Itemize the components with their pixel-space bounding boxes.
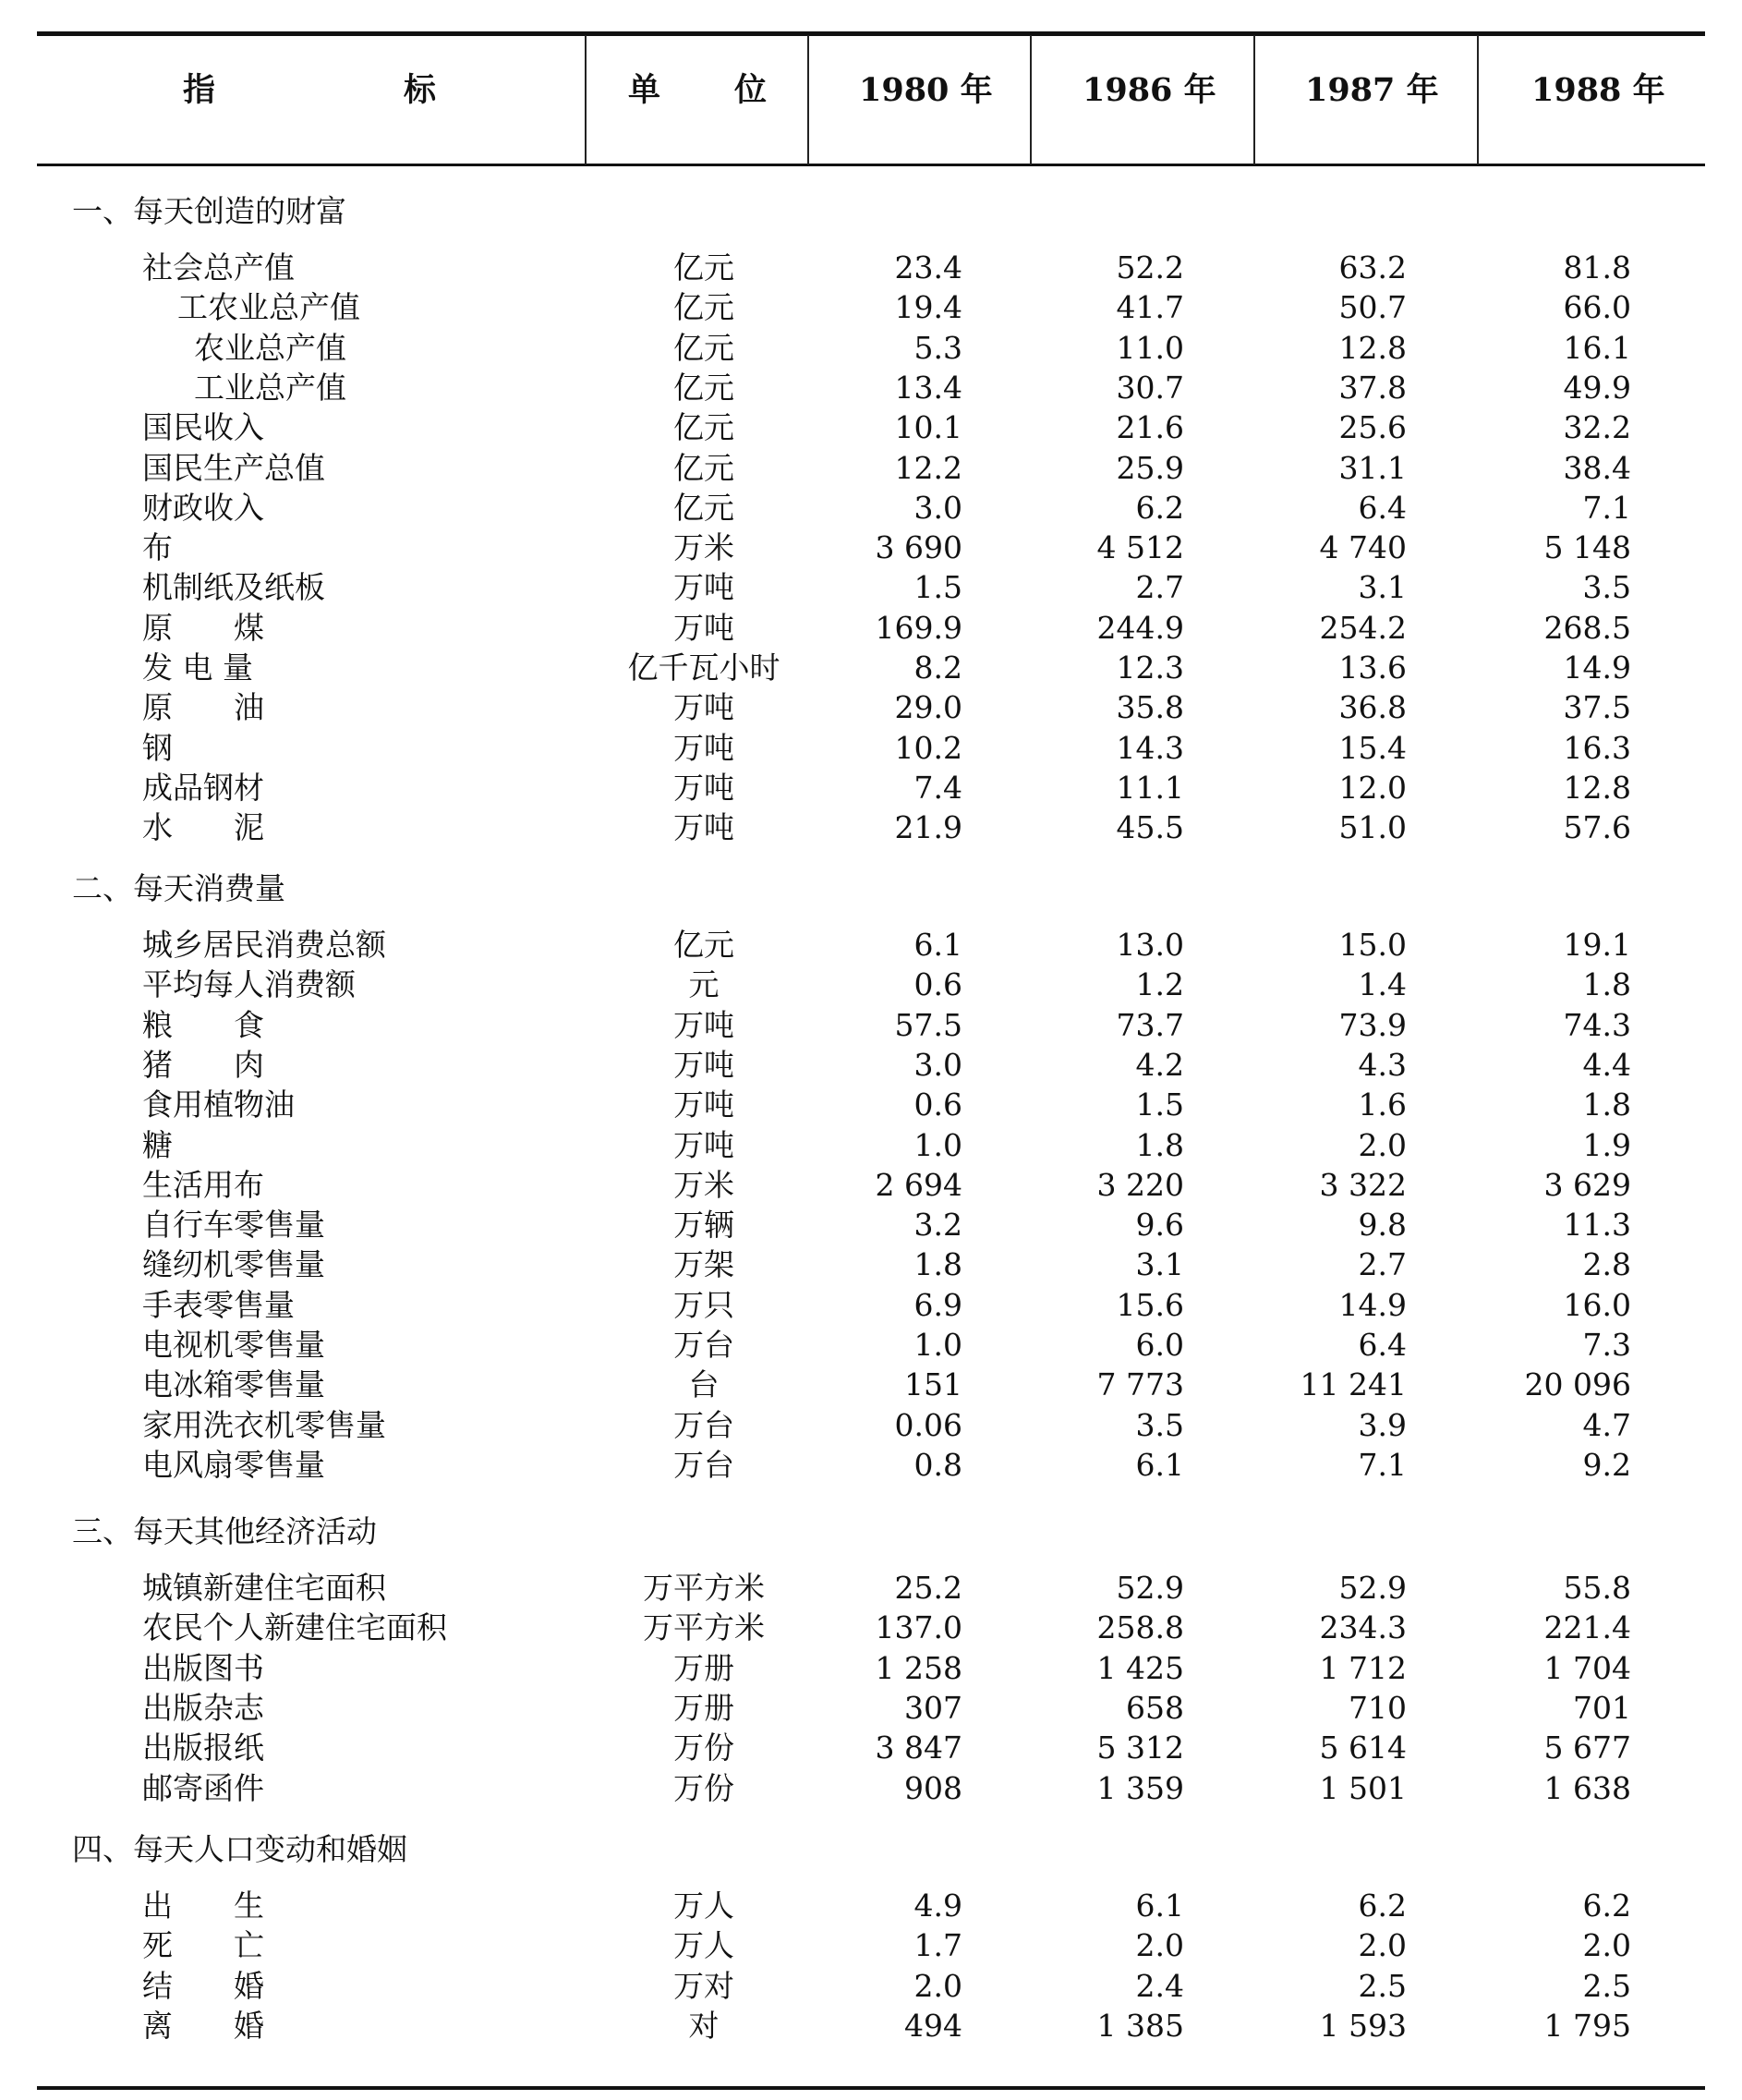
value-cell: 12.8 xyxy=(1563,769,1631,806)
value-cell: 14.3 xyxy=(1116,729,1184,766)
value-cell: 21.6 xyxy=(1116,409,1184,446)
header-divider xyxy=(807,35,809,164)
value-cell: 169.9 xyxy=(875,609,962,646)
value-cell: 1 704 xyxy=(1543,1649,1631,1686)
unit-cell: 万米 xyxy=(673,529,734,566)
value-cell: 52.9 xyxy=(1116,1570,1184,1606)
value-cell: 658 xyxy=(1126,1689,1184,1726)
value-cell: 11.1 xyxy=(1116,769,1184,806)
value-cell: 14.9 xyxy=(1338,1286,1407,1323)
table-row xyxy=(0,1768,1742,1809)
value-cell: 494 xyxy=(904,2007,962,2044)
value-cell: 3 629 xyxy=(1543,1166,1631,1203)
value-cell: 15.6 xyxy=(1116,1286,1184,1323)
unit-cell: 万吨 xyxy=(673,729,734,766)
unit-cell: 元 xyxy=(688,966,720,1003)
header-indicator-char: 指 xyxy=(183,71,216,109)
value-cell: 3.1 xyxy=(1358,569,1407,606)
value-cell: 2 694 xyxy=(875,1166,962,1203)
value-cell: 20 096 xyxy=(1524,1366,1631,1403)
value-cell: 81.8 xyxy=(1563,249,1631,285)
table-row xyxy=(0,728,1742,769)
unit-cell: 万份 xyxy=(673,1769,734,1806)
indicator-name: 出版报纸 xyxy=(142,1730,264,1766)
section-header-row xyxy=(0,191,1742,232)
value-cell: 23.4 xyxy=(894,249,962,285)
indicator-name: 电视机零售量 xyxy=(142,1327,325,1363)
value-cell: 9.2 xyxy=(1582,1446,1631,1483)
indicator-name: 电风扇零售量 xyxy=(142,1446,325,1483)
value-cell: 244.9 xyxy=(1096,609,1184,646)
value-cell: 2.8 xyxy=(1582,1246,1631,1283)
indicator-name: 机制纸及纸板 xyxy=(142,569,325,606)
value-cell: 16.1 xyxy=(1563,329,1631,366)
unit-cell: 万辆 xyxy=(673,1207,734,1244)
header-year-1980: 1980 年 xyxy=(859,71,993,109)
value-cell: 1.0 xyxy=(913,1126,962,1163)
indicator-name: 离 婚 xyxy=(142,2007,264,2044)
table-row xyxy=(0,1925,1742,1966)
table-row xyxy=(0,1005,1742,1046)
value-cell: 1 359 xyxy=(1096,1769,1184,1806)
value-cell: 701 xyxy=(1573,1689,1631,1726)
unit-cell: 亿元 xyxy=(673,489,734,526)
value-cell: 6.2 xyxy=(1135,489,1184,526)
unit-cell: 万吨 xyxy=(673,1046,734,1083)
indicator-name: 钢 xyxy=(142,729,173,766)
value-cell: 25.2 xyxy=(894,1570,962,1606)
value-cell: 7 773 xyxy=(1096,1366,1184,1403)
value-cell: 15.4 xyxy=(1338,729,1407,766)
value-cell: 11 241 xyxy=(1300,1366,1407,1403)
header-divider xyxy=(1030,35,1032,164)
indicator-name: 死 亡 xyxy=(142,1927,264,1964)
header-year-1987: 1987 年 xyxy=(1305,71,1439,109)
unit-cell: 万份 xyxy=(673,1730,734,1766)
unit-cell: 万吨 xyxy=(673,1126,734,1163)
value-cell: 258.8 xyxy=(1096,1609,1184,1646)
unit-cell: 万吨 xyxy=(673,809,734,846)
unit-cell: 万台 xyxy=(673,1446,734,1483)
value-cell: 1 501 xyxy=(1319,1769,1407,1806)
value-cell: 36.8 xyxy=(1338,689,1407,726)
value-cell: 3 690 xyxy=(875,529,962,566)
value-cell: 234.3 xyxy=(1319,1609,1407,1646)
value-cell: 0.6 xyxy=(913,1086,962,1123)
value-cell: 25.6 xyxy=(1338,409,1407,446)
value-cell: 2.7 xyxy=(1135,569,1184,606)
value-cell: 1 258 xyxy=(875,1649,962,1686)
value-cell: 6.1 xyxy=(1135,1446,1184,1483)
value-cell: 4.4 xyxy=(1582,1046,1631,1083)
value-cell: 254.2 xyxy=(1319,609,1407,646)
value-cell: 3 220 xyxy=(1096,1166,1184,1203)
value-cell: 1.8 xyxy=(1582,966,1631,1003)
value-cell: 73.7 xyxy=(1116,1006,1184,1043)
value-cell: 52.9 xyxy=(1338,1570,1407,1606)
value-cell: 1.5 xyxy=(1135,1086,1184,1123)
indicator-name: 原 油 xyxy=(142,689,264,726)
table-row xyxy=(0,1966,1742,2007)
value-cell: 3.1 xyxy=(1135,1246,1184,1283)
value-cell: 7.1 xyxy=(1358,1446,1407,1483)
value-cell: 2.0 xyxy=(1358,1927,1407,1964)
value-cell: 12.2 xyxy=(894,449,962,486)
value-cell: 1.9 xyxy=(1582,1126,1631,1163)
header-unit-char: 位 xyxy=(734,71,768,109)
table-row xyxy=(0,528,1742,568)
header-divider xyxy=(1477,35,1479,164)
value-cell: 66.0 xyxy=(1563,289,1631,326)
value-cell: 3.9 xyxy=(1358,1406,1407,1443)
section-title: 二、每天消费量 xyxy=(72,870,285,906)
indicator-name: 出版图书 xyxy=(142,1649,264,1686)
value-cell: 268.5 xyxy=(1543,609,1631,646)
value-cell: 35.8 xyxy=(1116,689,1184,726)
value-cell: 2.4 xyxy=(1135,1967,1184,2004)
unit-cell: 万台 xyxy=(673,1327,734,1363)
value-cell: 2.0 xyxy=(913,1967,962,2004)
indicator-name: 农业总产值 xyxy=(194,329,346,366)
value-cell: 6.2 xyxy=(1582,1888,1631,1924)
value-cell: 19.1 xyxy=(1563,927,1631,963)
table-row xyxy=(0,1648,1742,1689)
value-cell: 5 148 xyxy=(1543,529,1631,566)
header-bottom-rule xyxy=(37,164,1705,166)
value-cell: 1 638 xyxy=(1543,1769,1631,1806)
value-cell: 51.0 xyxy=(1338,809,1407,846)
table-row xyxy=(0,1886,1742,1926)
unit-cell: 亿元 xyxy=(673,289,734,326)
value-cell: 5 614 xyxy=(1319,1730,1407,1766)
section-title: 一、每天创造的财富 xyxy=(72,193,346,229)
value-cell: 3.0 xyxy=(913,1046,962,1083)
value-cell: 1 593 xyxy=(1319,2007,1407,2044)
table-row xyxy=(0,1728,1742,1768)
value-cell: 7.1 xyxy=(1582,489,1631,526)
table-row xyxy=(0,407,1742,448)
header-indicator-char: 标 xyxy=(404,71,437,109)
indicator-name: 原 煤 xyxy=(142,609,264,646)
table-row xyxy=(0,807,1742,848)
value-cell: 4.9 xyxy=(913,1888,962,1924)
table-row xyxy=(0,328,1742,369)
indicator-name: 缝纫机零售量 xyxy=(142,1246,325,1283)
value-cell: 12.3 xyxy=(1116,649,1184,686)
value-cell: 137.0 xyxy=(875,1609,962,1646)
value-cell: 3 322 xyxy=(1319,1166,1407,1203)
value-cell: 6.2 xyxy=(1358,1888,1407,1924)
value-cell: 3.5 xyxy=(1135,1406,1184,1443)
value-cell: 2.0 xyxy=(1358,1126,1407,1163)
indicator-name: 财政收入 xyxy=(142,489,264,526)
table-row xyxy=(0,567,1742,608)
value-cell: 55.8 xyxy=(1563,1570,1631,1606)
header-unit-char: 单 xyxy=(628,71,661,109)
value-cell: 6.4 xyxy=(1358,1327,1407,1363)
value-cell: 25.9 xyxy=(1116,449,1184,486)
value-cell: 19.4 xyxy=(894,289,962,326)
indicator-name: 结 婚 xyxy=(142,1967,264,2004)
table-bottom-rule xyxy=(37,2086,1705,2090)
table-row xyxy=(0,1045,1742,1086)
value-cell: 1 425 xyxy=(1096,1649,1184,1686)
section-title: 三、每天其他经济活动 xyxy=(72,1513,377,1549)
value-cell: 74.3 xyxy=(1563,1006,1631,1043)
value-cell: 5 312 xyxy=(1096,1730,1184,1766)
section-header-row xyxy=(0,868,1742,909)
table-row xyxy=(0,768,1742,808)
unit-cell: 万架 xyxy=(673,1246,734,1283)
value-cell: 4.7 xyxy=(1582,1406,1631,1443)
value-cell: 16.0 xyxy=(1563,1286,1631,1323)
unit-cell: 万册 xyxy=(673,1689,734,1726)
table-row xyxy=(0,687,1742,728)
indicator-name: 社会总产值 xyxy=(142,249,295,285)
value-cell: 2.7 xyxy=(1358,1246,1407,1283)
table-row xyxy=(0,1325,1742,1366)
value-cell: 29.0 xyxy=(894,689,962,726)
indicator-name: 城乡居民消费总额 xyxy=(142,927,386,963)
table-row xyxy=(0,648,1742,688)
unit-cell: 亿元 xyxy=(673,369,734,406)
table-row xyxy=(0,1085,1742,1125)
value-cell: 15.0 xyxy=(1338,927,1407,963)
indicator-name: 成品钢材 xyxy=(142,769,264,806)
unit-cell: 万吨 xyxy=(673,569,734,606)
table-row xyxy=(0,1205,1742,1245)
value-cell: 37.8 xyxy=(1338,369,1407,406)
unit-cell: 台 xyxy=(688,1366,720,1403)
value-cell: 3.0 xyxy=(913,489,962,526)
value-cell: 151 xyxy=(904,1366,962,1403)
value-cell: 11.0 xyxy=(1116,329,1184,366)
value-cell: 1.2 xyxy=(1135,966,1184,1003)
value-cell: 4 512 xyxy=(1096,529,1184,566)
value-cell: 11.3 xyxy=(1563,1207,1631,1244)
value-cell: 52.2 xyxy=(1116,249,1184,285)
value-cell: 12.8 xyxy=(1338,329,1407,366)
value-cell: 13.0 xyxy=(1116,927,1184,963)
value-cell: 307 xyxy=(904,1689,962,1726)
unit-cell: 万人 xyxy=(673,1888,734,1924)
value-cell: 3.2 xyxy=(913,1207,962,1244)
table-row xyxy=(0,368,1742,408)
indicator-name: 国民收入 xyxy=(142,409,264,446)
value-cell: 1.7 xyxy=(913,1927,962,1964)
value-cell: 14.9 xyxy=(1563,649,1631,686)
value-cell: 10.2 xyxy=(894,729,962,766)
indicator-name: 工业总产值 xyxy=(194,369,346,406)
value-cell: 5 677 xyxy=(1543,1730,1631,1766)
value-cell: 221.4 xyxy=(1543,1609,1631,1646)
value-cell: 8.2 xyxy=(913,649,962,686)
indicator-name: 猪 肉 xyxy=(142,1046,264,1083)
value-cell: 1.8 xyxy=(1582,1086,1631,1123)
value-cell: 38.4 xyxy=(1563,449,1631,486)
unit-cell: 万平方米 xyxy=(643,1570,765,1606)
value-cell: 0.06 xyxy=(894,1406,962,1443)
indicator-name: 水 泥 xyxy=(142,809,264,846)
indicator-name: 农民个人新建住宅面积 xyxy=(142,1609,447,1646)
unit-cell: 万吨 xyxy=(673,1006,734,1043)
unit-cell: 亿千瓦小时 xyxy=(627,649,780,686)
indicator-name: 城镇新建住宅面积 xyxy=(142,1570,386,1606)
value-cell: 0.8 xyxy=(913,1446,962,1483)
indicator-name: 国民生产总值 xyxy=(142,449,325,486)
value-cell: 30.7 xyxy=(1116,369,1184,406)
table-row xyxy=(0,488,1742,528)
unit-cell: 万只 xyxy=(673,1286,734,1323)
value-cell: 7.3 xyxy=(1582,1327,1631,1363)
unit-cell: 亿元 xyxy=(673,449,734,486)
table-row xyxy=(0,965,1742,1005)
unit-cell: 亿元 xyxy=(673,927,734,963)
indicator-name: 发 电 量 xyxy=(142,649,253,686)
unit-cell: 万人 xyxy=(673,1927,734,1964)
value-cell: 1.8 xyxy=(1135,1126,1184,1163)
value-cell: 1.5 xyxy=(913,569,962,606)
value-cell: 9.6 xyxy=(1135,1207,1184,1244)
indicator-name: 糖 xyxy=(142,1126,173,1163)
value-cell: 6.1 xyxy=(1135,1888,1184,1924)
table-row xyxy=(0,1244,1742,1285)
value-cell: 6.9 xyxy=(913,1286,962,1323)
value-cell: 2.5 xyxy=(1582,1967,1631,2004)
indicator-name: 出版杂志 xyxy=(142,1689,264,1726)
table-row xyxy=(0,1688,1742,1729)
value-cell: 7.4 xyxy=(913,769,962,806)
value-cell: 63.2 xyxy=(1338,249,1407,285)
value-cell: 2.5 xyxy=(1358,1967,1407,2004)
unit-cell: 万册 xyxy=(673,1649,734,1686)
value-cell: 57.5 xyxy=(894,1006,962,1043)
unit-cell: 万吨 xyxy=(673,689,734,726)
unit-cell: 万吨 xyxy=(673,1086,734,1123)
value-cell: 2.0 xyxy=(1135,1927,1184,1964)
value-cell: 45.5 xyxy=(1116,809,1184,846)
value-cell: 4.3 xyxy=(1358,1046,1407,1083)
table-row xyxy=(0,1568,1742,1608)
value-cell: 1.0 xyxy=(913,1327,962,1363)
value-cell: 9.8 xyxy=(1358,1207,1407,1244)
value-cell: 710 xyxy=(1349,1689,1407,1726)
indicator-name: 粮 食 xyxy=(142,1006,264,1043)
table-row xyxy=(0,287,1742,328)
table-row xyxy=(0,248,1742,288)
unit-cell: 万对 xyxy=(673,1967,734,2004)
value-cell: 1.6 xyxy=(1358,1086,1407,1123)
header-year-1986: 1986 年 xyxy=(1083,71,1216,109)
section-title: 四、每天人口变动和婚姻 xyxy=(72,1831,407,1867)
value-cell: 16.3 xyxy=(1563,729,1631,766)
unit-cell: 万吨 xyxy=(673,769,734,806)
unit-cell: 万平方米 xyxy=(643,1609,765,1646)
value-cell: 1.4 xyxy=(1358,966,1407,1003)
table-row xyxy=(0,608,1742,649)
table-top-rule xyxy=(37,31,1705,36)
header-divider xyxy=(1253,35,1255,164)
value-cell: 6.0 xyxy=(1135,1327,1184,1363)
value-cell: 57.6 xyxy=(1563,809,1631,846)
value-cell: 13.4 xyxy=(894,369,962,406)
unit-cell: 万台 xyxy=(673,1406,734,1443)
value-cell: 31.1 xyxy=(1338,449,1407,486)
value-cell: 6.4 xyxy=(1358,489,1407,526)
indicator-name: 食用植物油 xyxy=(142,1086,295,1123)
value-cell: 50.7 xyxy=(1338,289,1407,326)
value-cell: 73.9 xyxy=(1338,1006,1407,1043)
unit-cell: 万米 xyxy=(673,1166,734,1203)
table-row xyxy=(0,1365,1742,1405)
value-cell: 41.7 xyxy=(1116,289,1184,326)
unit-cell: 亿元 xyxy=(673,409,734,446)
value-cell: 2.0 xyxy=(1582,1927,1631,1964)
indicator-name: 布 xyxy=(142,529,173,566)
table-row xyxy=(0,1445,1742,1486)
header-year-1988: 1988 年 xyxy=(1531,71,1665,109)
header-divider xyxy=(585,35,587,164)
indicator-name: 电冰箱零售量 xyxy=(142,1366,325,1403)
table-row xyxy=(0,1285,1742,1326)
value-cell: 1 712 xyxy=(1319,1649,1407,1686)
section-header-row xyxy=(0,1511,1742,1552)
value-cell: 6.1 xyxy=(913,927,962,963)
unit-cell: 对 xyxy=(688,2007,720,2044)
indicator-name: 邮寄函件 xyxy=(142,1769,264,1806)
value-cell: 13.6 xyxy=(1338,649,1407,686)
value-cell: 21.9 xyxy=(894,809,962,846)
section-header-row xyxy=(0,1829,1742,1870)
table-row xyxy=(0,1608,1742,1648)
value-cell: 3 847 xyxy=(875,1730,962,1766)
table-row xyxy=(0,448,1742,489)
value-cell: 1 385 xyxy=(1096,2007,1184,2044)
value-cell: 32.2 xyxy=(1563,409,1631,446)
value-cell: 3.5 xyxy=(1582,569,1631,606)
indicator-name: 出 生 xyxy=(142,1888,264,1924)
value-cell: 49.9 xyxy=(1563,369,1631,406)
unit-cell: 万吨 xyxy=(673,609,734,646)
unit-cell: 亿元 xyxy=(673,249,734,285)
table-row xyxy=(0,2006,1742,2046)
table-row xyxy=(0,1405,1742,1446)
value-cell: 4 740 xyxy=(1319,529,1407,566)
table-row xyxy=(0,925,1742,965)
table-row xyxy=(0,1125,1742,1166)
value-cell: 908 xyxy=(904,1769,962,1806)
indicator-name: 平均每人消费额 xyxy=(142,966,356,1003)
indicator-name: 自行车零售量 xyxy=(142,1207,325,1244)
value-cell: 5.3 xyxy=(913,329,962,366)
unit-cell: 亿元 xyxy=(673,329,734,366)
value-cell: 12.0 xyxy=(1338,769,1407,806)
indicator-name: 工农业总产值 xyxy=(177,289,360,326)
indicator-name: 家用洗衣机零售量 xyxy=(142,1406,386,1443)
indicator-name: 手表零售量 xyxy=(142,1286,295,1323)
value-cell: 0.6 xyxy=(913,966,962,1003)
value-cell: 1 795 xyxy=(1543,2007,1631,2044)
value-cell: 37.5 xyxy=(1563,689,1631,726)
value-cell: 10.1 xyxy=(894,409,962,446)
indicator-name: 生活用布 xyxy=(142,1166,264,1203)
value-cell: 4.2 xyxy=(1135,1046,1184,1083)
table-row xyxy=(0,1165,1742,1206)
value-cell: 1.8 xyxy=(913,1246,962,1283)
